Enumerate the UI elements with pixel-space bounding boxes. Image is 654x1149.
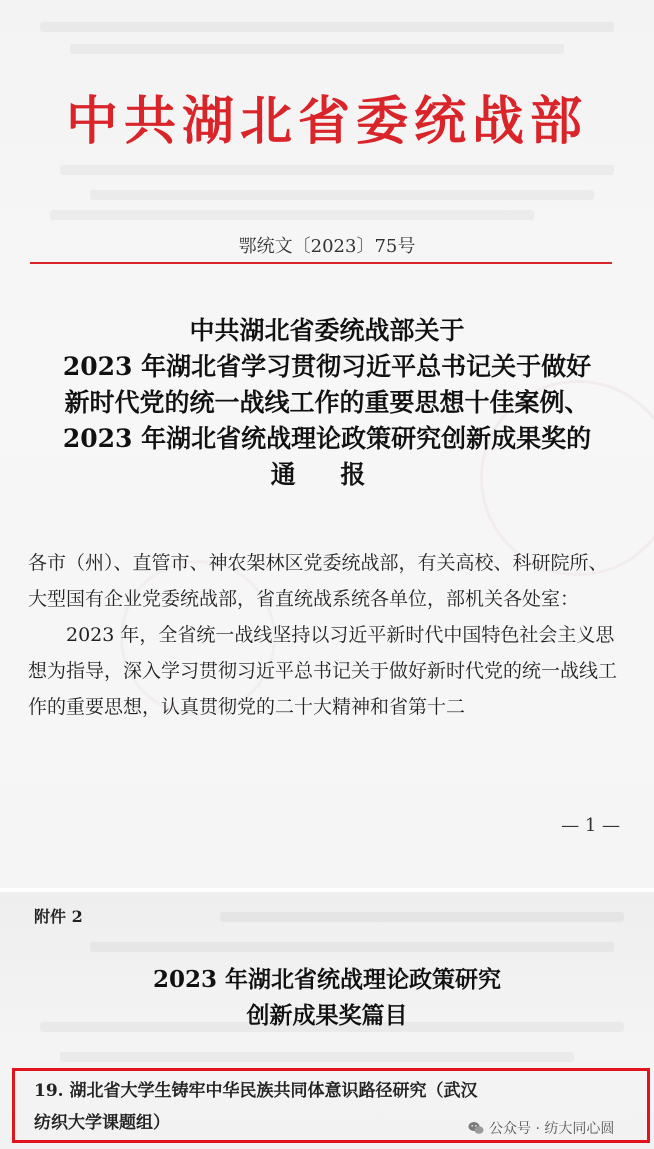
document-number: 鄂统文〔2023〕75号 bbox=[238, 236, 416, 257]
attachment-title bbox=[0, 962, 654, 1034]
page-number: — 1 — bbox=[561, 815, 620, 836]
entry-line: 纺织大学课题组） bbox=[34, 1113, 170, 1133]
bleed-through-text bbox=[60, 1052, 574, 1062]
title-line: 新时代党的统一战线工作的重要思想十佳案例、 bbox=[64, 388, 590, 417]
wechat-icon bbox=[468, 1120, 484, 1136]
body-paragraph: 2023 年，全省统一战线坚持以习近平新时代中国特色社会主义思想为指导，深入学习贯彻习近平总书记关于做好新时代党的统一战线工作的重要思想，认真贯彻党的二十大精神和省第十二 bbox=[28, 624, 618, 718]
bleed-through-text bbox=[90, 190, 594, 200]
bleed-through-text bbox=[50, 210, 534, 220]
bleed-through-text bbox=[60, 165, 614, 175]
attachment-label: 附件 2 bbox=[34, 907, 83, 926]
salutation: 各市（州）、直管市、神农架林区党委统战部，有关高校、科研院所、大型国有企业党委统战部，省直统战系统各单位，部机关各处室： bbox=[28, 552, 608, 610]
title-line: 2023 年湖北省统战理论政策研究 bbox=[152, 966, 502, 993]
wechat-watermark bbox=[468, 1118, 614, 1138]
bleed-through-text bbox=[90, 942, 614, 952]
red-divider-line bbox=[30, 262, 612, 264]
masthead-title: 中共湖北省委统战部 bbox=[65, 91, 588, 152]
entry-line: 19. 湖北省大学生铸牢中华民族共同体意识路径研究（武汉 bbox=[34, 1081, 478, 1101]
bleed-through-text bbox=[220, 912, 624, 922]
title-line: 2023 年湖北省学习贯彻习近平总书记关于做好 bbox=[62, 352, 592, 381]
bleed-through-text bbox=[70, 44, 564, 54]
title-line: 通 报 bbox=[270, 460, 384, 489]
title-line: 中共湖北省委统战部关于 bbox=[189, 316, 465, 345]
body-text bbox=[28, 545, 626, 725]
watermark-text: 公众号 · 纺大同心圆 bbox=[489, 1121, 615, 1137]
bleed-through-text bbox=[40, 22, 614, 32]
title-line: 2023 年湖北省统战理论政策研究创新成果奖的 bbox=[62, 424, 592, 453]
notice-title bbox=[20, 313, 634, 493]
title-line: 创新成果奖篇目 bbox=[246, 1002, 408, 1029]
